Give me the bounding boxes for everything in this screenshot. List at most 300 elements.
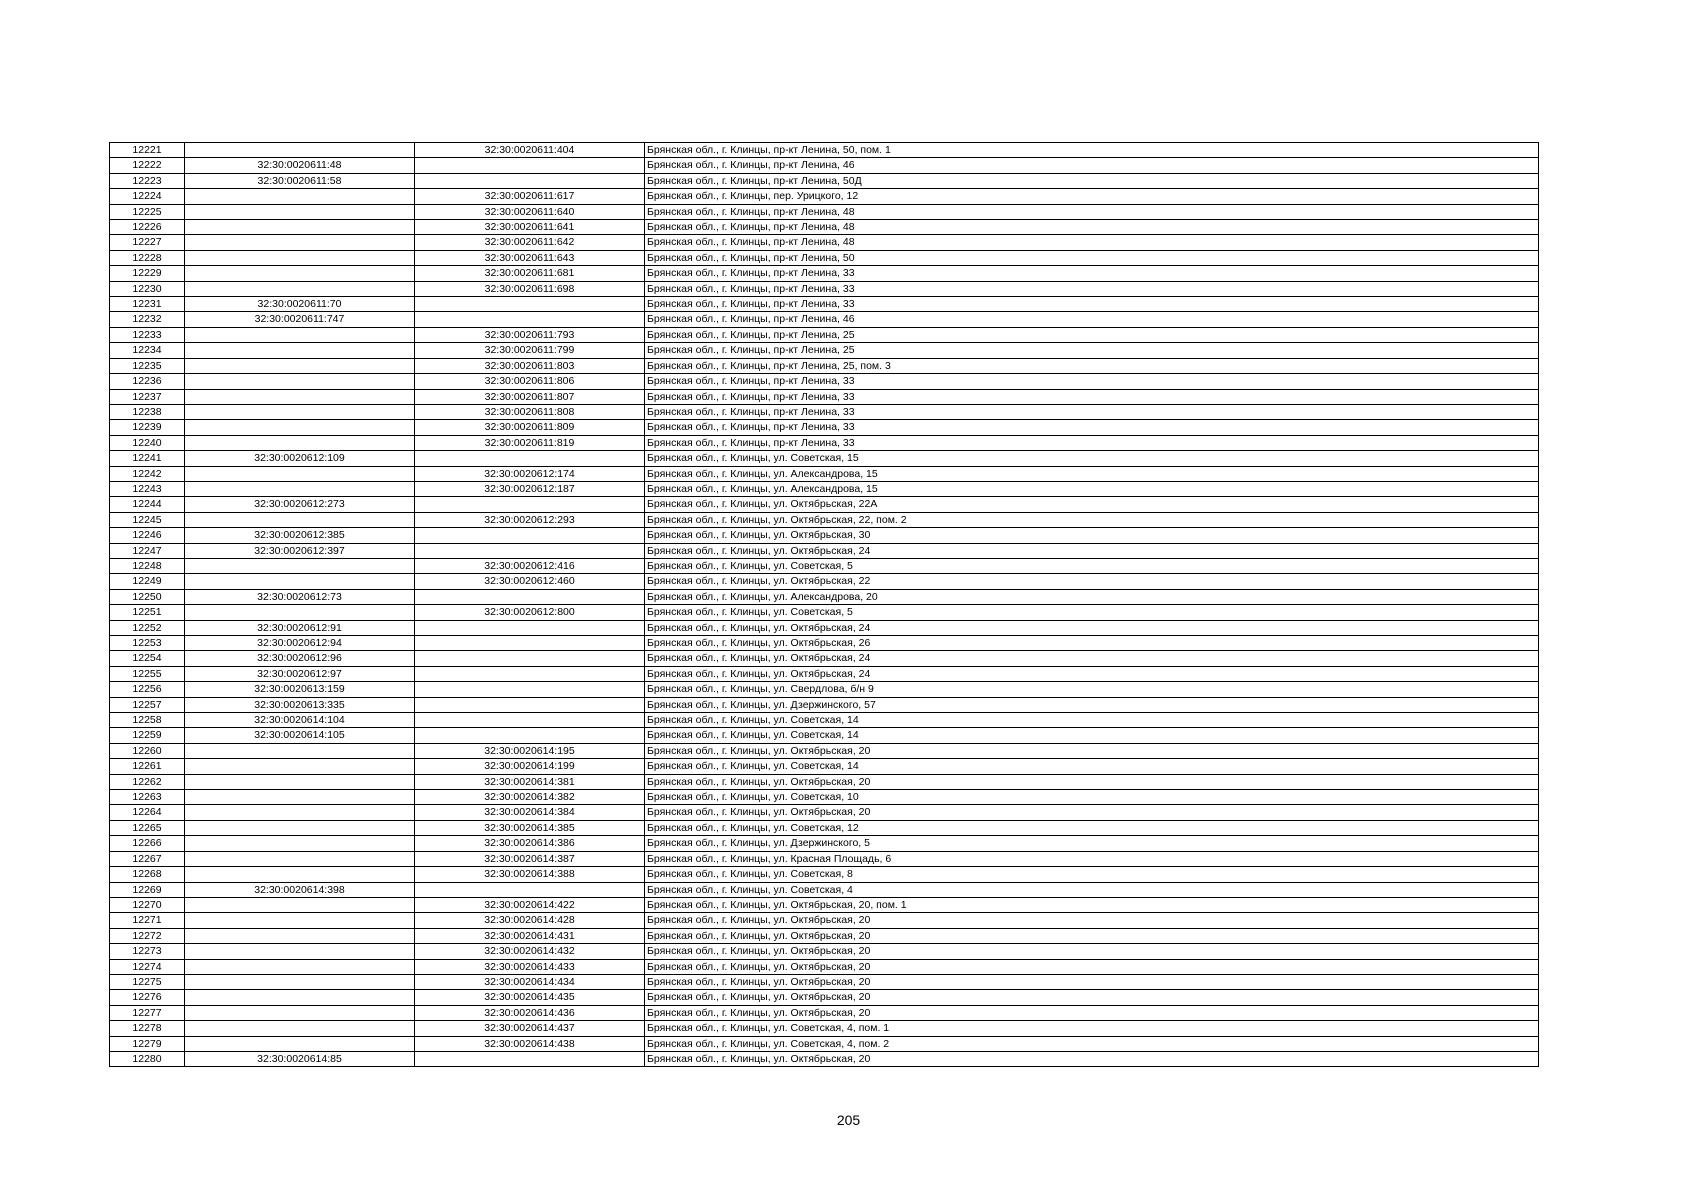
building-cadastral-number-cell: 32:30:0020611:640 bbox=[415, 204, 645, 219]
land-cadastral-number-cell: 32:30:0020612:397 bbox=[185, 543, 415, 558]
table-row bbox=[110, 851, 1539, 866]
row-number-cell: 12269 bbox=[110, 882, 185, 897]
row-number-cell: 12264 bbox=[110, 805, 185, 820]
building-cadastral-number-cell: 32:30:0020611:806 bbox=[415, 374, 645, 389]
land-cadastral-number-cell bbox=[185, 143, 415, 158]
address-cell: Брянская обл., г. Клинцы, ул. Советская, 14 bbox=[645, 728, 1539, 743]
land-cadastral-number-cell: 32:30:0020611:58 bbox=[185, 173, 415, 188]
registry-table-body bbox=[110, 143, 1539, 1067]
row-number-cell: 12229 bbox=[110, 266, 185, 281]
row-number-cell: 12265 bbox=[110, 820, 185, 835]
address-cell: Брянская обл., г. Клинцы, ул. Красная Площадь, 6 bbox=[645, 851, 1539, 866]
table-row bbox=[110, 528, 1539, 543]
row-number-cell: 12277 bbox=[110, 1005, 185, 1020]
table-row bbox=[110, 250, 1539, 265]
address-cell: Брянская обл., г. Клинцы, пр-кт Ленина, 48 bbox=[645, 204, 1539, 219]
row-number-cell: 12258 bbox=[110, 713, 185, 728]
row-number-cell: 12254 bbox=[110, 651, 185, 666]
land-cadastral-number-cell bbox=[185, 389, 415, 404]
address-cell: Брянская обл., г. Клинцы, ул. Октябрьская, 20 bbox=[645, 805, 1539, 820]
building-cadastral-number-cell bbox=[415, 682, 645, 697]
table-row bbox=[110, 389, 1539, 404]
table-row bbox=[110, 158, 1539, 173]
address-cell: Брянская обл., г. Клинцы, ул. Советская, 4, пом. 1 bbox=[645, 1021, 1539, 1036]
row-number-cell: 12231 bbox=[110, 297, 185, 312]
row-number-cell: 12242 bbox=[110, 466, 185, 481]
building-cadastral-number-cell: 32:30:0020614:422 bbox=[415, 897, 645, 912]
table-row bbox=[110, 558, 1539, 573]
address-cell: Брянская обл., г. Клинцы, ул. Александрова, 15 bbox=[645, 481, 1539, 496]
row-number-cell: 12224 bbox=[110, 189, 185, 204]
table-row bbox=[110, 204, 1539, 219]
row-number-cell: 12238 bbox=[110, 404, 185, 419]
address-cell: Брянская обл., г. Клинцы, ул. Октябрьская, 20 bbox=[645, 1051, 1539, 1066]
table-row bbox=[110, 451, 1539, 466]
building-cadastral-number-cell: 32:30:0020614:384 bbox=[415, 805, 645, 820]
address-cell: Брянская обл., г. Клинцы, ул. Октябрьская, 22А bbox=[645, 497, 1539, 512]
land-cadastral-number-cell: 32:30:0020611:747 bbox=[185, 312, 415, 327]
address-cell: Брянская обл., г. Клинцы, ул. Октябрьская, 26 bbox=[645, 636, 1539, 651]
land-cadastral-number-cell bbox=[185, 574, 415, 589]
address-cell: Брянская обл., г. Клинцы, ул. Дзержинского, 5 bbox=[645, 836, 1539, 851]
row-number-cell: 12251 bbox=[110, 605, 185, 620]
table-row bbox=[110, 574, 1539, 589]
table-row bbox=[110, 481, 1539, 496]
building-cadastral-number-cell bbox=[415, 297, 645, 312]
land-cadastral-number-cell: 32:30:0020612:94 bbox=[185, 636, 415, 651]
address-cell: Брянская обл., г. Клинцы, ул. Октябрьская, 24 bbox=[645, 666, 1539, 681]
row-number-cell: 12276 bbox=[110, 990, 185, 1005]
building-cadastral-number-cell: 32:30:0020611:819 bbox=[415, 435, 645, 450]
table-row bbox=[110, 266, 1539, 281]
address-cell: Брянская обл., г. Клинцы, ул. Октябрьская, 24 bbox=[645, 543, 1539, 558]
table-row bbox=[110, 281, 1539, 296]
land-cadastral-number-cell: 32:30:0020614:398 bbox=[185, 882, 415, 897]
row-number-cell: 12241 bbox=[110, 451, 185, 466]
address-cell: Брянская обл., г. Клинцы, ул. Октябрьская, 20 bbox=[645, 959, 1539, 974]
row-number-cell: 12230 bbox=[110, 281, 185, 296]
land-cadastral-number-cell bbox=[185, 990, 415, 1005]
land-cadastral-number-cell bbox=[185, 944, 415, 959]
row-number-cell: 12259 bbox=[110, 728, 185, 743]
row-number-cell: 12280 bbox=[110, 1051, 185, 1066]
building-cadastral-number-cell: 32:30:0020612:187 bbox=[415, 481, 645, 496]
land-cadastral-number-cell bbox=[185, 281, 415, 296]
table-row bbox=[110, 589, 1539, 604]
table-row bbox=[110, 728, 1539, 743]
land-cadastral-number-cell: 32:30:0020611:48 bbox=[185, 158, 415, 173]
row-number-cell: 12227 bbox=[110, 235, 185, 250]
address-cell: Брянская обл., г. Клинцы, пр-кт Ленина, 25, пом. 3 bbox=[645, 358, 1539, 373]
row-number-cell: 12248 bbox=[110, 558, 185, 573]
land-cadastral-number-cell bbox=[185, 512, 415, 527]
land-cadastral-number-cell bbox=[185, 358, 415, 373]
building-cadastral-number-cell bbox=[415, 312, 645, 327]
address-cell: Брянская обл., г. Клинцы, ул. Советская, 10 bbox=[645, 790, 1539, 805]
land-cadastral-number-cell bbox=[185, 743, 415, 758]
address-cell: Брянская обл., г. Клинцы, ул. Советская, 4, пом. 2 bbox=[645, 1036, 1539, 1051]
land-cadastral-number-cell bbox=[185, 1005, 415, 1020]
land-cadastral-number-cell bbox=[185, 404, 415, 419]
building-cadastral-number-cell: 32:30:0020614:195 bbox=[415, 743, 645, 758]
table-row bbox=[110, 1036, 1539, 1051]
row-number-cell: 12272 bbox=[110, 928, 185, 943]
row-number-cell: 12246 bbox=[110, 528, 185, 543]
row-number-cell: 12225 bbox=[110, 204, 185, 219]
table-row bbox=[110, 543, 1539, 558]
building-cadastral-number-cell: 32:30:0020614:385 bbox=[415, 820, 645, 835]
land-cadastral-number-cell: 32:30:0020612:97 bbox=[185, 666, 415, 681]
address-cell: Брянская обл., г. Клинцы, ул. Октябрьская, 20 bbox=[645, 928, 1539, 943]
row-number-cell: 12257 bbox=[110, 697, 185, 712]
land-cadastral-number-cell bbox=[185, 867, 415, 882]
row-number-cell: 12235 bbox=[110, 358, 185, 373]
address-cell: Брянская обл., г. Клинцы, пр-кт Ленина, 33 bbox=[645, 404, 1539, 419]
row-number-cell: 12222 bbox=[110, 158, 185, 173]
land-cadastral-number-cell: 32:30:0020614:104 bbox=[185, 713, 415, 728]
row-number-cell: 12223 bbox=[110, 173, 185, 188]
building-cadastral-number-cell: 32:30:0020611:643 bbox=[415, 250, 645, 265]
address-cell: Брянская обл., г. Клинцы, ул. Октябрьская, 30 bbox=[645, 528, 1539, 543]
land-cadastral-number-cell: 32:30:0020613:335 bbox=[185, 697, 415, 712]
table-row bbox=[110, 913, 1539, 928]
address-cell: Брянская обл., г. Клинцы, пр-кт Ленина, 50, пом. 1 bbox=[645, 143, 1539, 158]
row-number-cell: 12255 bbox=[110, 666, 185, 681]
land-cadastral-number-cell bbox=[185, 851, 415, 866]
land-cadastral-number-cell: 32:30:0020613:159 bbox=[185, 682, 415, 697]
building-cadastral-number-cell: 32:30:0020611:809 bbox=[415, 420, 645, 435]
row-number-cell: 12245 bbox=[110, 512, 185, 527]
building-cadastral-number-cell: 32:30:0020614:387 bbox=[415, 851, 645, 866]
table-row bbox=[110, 1051, 1539, 1066]
land-cadastral-number-cell bbox=[185, 820, 415, 835]
building-cadastral-number-cell bbox=[415, 697, 645, 712]
land-cadastral-number-cell: 32:30:0020614:105 bbox=[185, 728, 415, 743]
building-cadastral-number-cell bbox=[415, 1051, 645, 1066]
address-cell: Брянская обл., г. Клинцы, ул. Октябрьская, 20 bbox=[645, 974, 1539, 989]
building-cadastral-number-cell bbox=[415, 666, 645, 681]
address-cell: Брянская обл., г. Клинцы, пр-кт Ленина, 46 bbox=[645, 312, 1539, 327]
address-cell: Брянская обл., г. Клинцы, ул. Александрова, 15 bbox=[645, 466, 1539, 481]
row-number-cell: 12271 bbox=[110, 913, 185, 928]
land-cadastral-number-cell bbox=[185, 204, 415, 219]
table-row bbox=[110, 512, 1539, 527]
table-row bbox=[110, 867, 1539, 882]
row-number-cell: 12247 bbox=[110, 543, 185, 558]
building-cadastral-number-cell: 32:30:0020614:438 bbox=[415, 1036, 645, 1051]
table-row bbox=[110, 173, 1539, 188]
table-row bbox=[110, 343, 1539, 358]
row-number-cell: 12252 bbox=[110, 620, 185, 635]
table-row bbox=[110, 374, 1539, 389]
address-cell: Брянская обл., г. Клинцы, пр-кт Ленина, 33 bbox=[645, 420, 1539, 435]
row-number-cell: 12260 bbox=[110, 743, 185, 758]
row-number-cell: 12262 bbox=[110, 774, 185, 789]
address-cell: Брянская обл., г. Клинцы, ул. Октябрьская, 20 bbox=[645, 990, 1539, 1005]
building-cadastral-number-cell: 32:30:0020614:433 bbox=[415, 959, 645, 974]
table-row bbox=[110, 959, 1539, 974]
table-row bbox=[110, 312, 1539, 327]
table-row bbox=[110, 974, 1539, 989]
building-cadastral-number-cell: 32:30:0020612:293 bbox=[415, 512, 645, 527]
row-number-cell: 12233 bbox=[110, 327, 185, 342]
address-cell: Брянская обл., г. Клинцы, пр-кт Ленина, 48 bbox=[645, 220, 1539, 235]
address-cell: Брянская обл., г. Клинцы, ул. Советская, 8 bbox=[645, 867, 1539, 882]
building-cadastral-number-cell bbox=[415, 528, 645, 543]
row-number-cell: 12234 bbox=[110, 343, 185, 358]
land-cadastral-number-cell bbox=[185, 374, 415, 389]
land-cadastral-number-cell bbox=[185, 836, 415, 851]
row-number-cell: 12263 bbox=[110, 790, 185, 805]
table-row bbox=[110, 743, 1539, 758]
row-number-cell: 12253 bbox=[110, 636, 185, 651]
land-cadastral-number-cell: 32:30:0020611:70 bbox=[185, 297, 415, 312]
building-cadastral-number-cell: 32:30:0020614:431 bbox=[415, 928, 645, 943]
land-cadastral-number-cell bbox=[185, 959, 415, 974]
address-cell: Брянская обл., г. Клинцы, ул. Октябрьская, 20 bbox=[645, 1005, 1539, 1020]
land-cadastral-number-cell bbox=[185, 250, 415, 265]
table-row bbox=[110, 666, 1539, 681]
land-cadastral-number-cell bbox=[185, 913, 415, 928]
building-cadastral-number-cell: 32:30:0020614:437 bbox=[415, 1021, 645, 1036]
building-cadastral-number-cell: 32:30:0020614:435 bbox=[415, 990, 645, 1005]
table-row bbox=[110, 897, 1539, 912]
table-row bbox=[110, 882, 1539, 897]
table-row bbox=[110, 605, 1539, 620]
page-number: 205 bbox=[836, 1112, 861, 1128]
table-row bbox=[110, 790, 1539, 805]
address-cell: Брянская обл., г. Клинцы, пр-кт Ленина, 50Д bbox=[645, 173, 1539, 188]
address-cell: Брянская обл., г. Клинцы, ул. Октябрьская, 20 bbox=[645, 944, 1539, 959]
row-number-cell: 12267 bbox=[110, 851, 185, 866]
building-cadastral-number-cell: 32:30:0020614:199 bbox=[415, 759, 645, 774]
land-cadastral-number-cell bbox=[185, 774, 415, 789]
address-cell: Брянская обл., г. Клинцы, ул. Октябрьская, 20 bbox=[645, 774, 1539, 789]
row-number-cell: 12279 bbox=[110, 1036, 185, 1051]
building-cadastral-number-cell bbox=[415, 882, 645, 897]
row-number-cell: 12249 bbox=[110, 574, 185, 589]
address-cell: Брянская обл., г. Клинцы, ул. Октябрьская, 24 bbox=[645, 651, 1539, 666]
building-cadastral-number-cell bbox=[415, 589, 645, 604]
land-cadastral-number-cell bbox=[185, 235, 415, 250]
land-cadastral-number-cell bbox=[185, 805, 415, 820]
building-cadastral-number-cell bbox=[415, 728, 645, 743]
address-cell: Брянская обл., г. Клинцы, ул. Советская, 5 bbox=[645, 558, 1539, 573]
address-cell: Брянская обл., г. Клинцы, ул. Октябрьская, 22 bbox=[645, 574, 1539, 589]
table-row bbox=[110, 497, 1539, 512]
land-cadastral-number-cell bbox=[185, 220, 415, 235]
address-cell: Брянская обл., г. Клинцы, пр-кт Ленина, 33 bbox=[645, 435, 1539, 450]
table-row bbox=[110, 220, 1539, 235]
table-row bbox=[110, 420, 1539, 435]
building-cadastral-number-cell bbox=[415, 543, 645, 558]
row-number-cell: 12274 bbox=[110, 959, 185, 974]
building-cadastral-number-cell: 32:30:0020611:698 bbox=[415, 281, 645, 296]
land-cadastral-number-cell bbox=[185, 466, 415, 481]
building-cadastral-number-cell: 32:30:0020611:799 bbox=[415, 343, 645, 358]
row-number-cell: 12232 bbox=[110, 312, 185, 327]
address-cell: Брянская обл., г. Клинцы, ул. Советская, 15 bbox=[645, 451, 1539, 466]
table-row bbox=[110, 636, 1539, 651]
table-row bbox=[110, 404, 1539, 419]
address-cell: Брянская обл., г. Клинцы, ул. Октябрьская, 24 bbox=[645, 620, 1539, 635]
address-cell: Брянская обл., г. Клинцы, ул. Советская, 14 bbox=[645, 759, 1539, 774]
row-number-cell: 12237 bbox=[110, 389, 185, 404]
address-cell: Брянская обл., г. Клинцы, пр-кт Ленина, 33 bbox=[645, 266, 1539, 281]
table-row bbox=[110, 759, 1539, 774]
table-row bbox=[110, 774, 1539, 789]
building-cadastral-number-cell: 32:30:0020611:808 bbox=[415, 404, 645, 419]
row-number-cell: 12243 bbox=[110, 481, 185, 496]
land-cadastral-number-cell: 32:30:0020614:85 bbox=[185, 1051, 415, 1066]
land-cadastral-number-cell bbox=[185, 481, 415, 496]
table-row bbox=[110, 620, 1539, 635]
row-number-cell: 12250 bbox=[110, 589, 185, 604]
row-number-cell: 12270 bbox=[110, 897, 185, 912]
table-row bbox=[110, 327, 1539, 342]
address-cell: Брянская обл., г. Клинцы, ул. Советская, 5 bbox=[645, 605, 1539, 620]
building-cadastral-number-cell: 32:30:0020614:432 bbox=[415, 944, 645, 959]
building-cadastral-number-cell: 32:30:0020614:428 bbox=[415, 913, 645, 928]
address-cell: Брянская обл., г. Клинцы, ул. Октябрьская, 22, пом. 2 bbox=[645, 512, 1539, 527]
building-cadastral-number-cell bbox=[415, 158, 645, 173]
row-number-cell: 12266 bbox=[110, 836, 185, 851]
row-number-cell: 12221 bbox=[110, 143, 185, 158]
building-cadastral-number-cell: 32:30:0020614:388 bbox=[415, 867, 645, 882]
table-row bbox=[110, 651, 1539, 666]
table-row bbox=[110, 820, 1539, 835]
land-cadastral-number-cell bbox=[185, 189, 415, 204]
address-cell: Брянская обл., г. Клинцы, ул. Советская, 14 bbox=[645, 713, 1539, 728]
row-number-cell: 12239 bbox=[110, 420, 185, 435]
building-cadastral-number-cell: 32:30:0020612:174 bbox=[415, 466, 645, 481]
address-cell: Брянская обл., г. Клинцы, пр-кт Ленина, 46 bbox=[645, 158, 1539, 173]
table-row bbox=[110, 466, 1539, 481]
address-cell: Брянская обл., г. Клинцы, пр-кт Ленина, 48 bbox=[645, 235, 1539, 250]
building-cadastral-number-cell: 32:30:0020611:803 bbox=[415, 358, 645, 373]
address-cell: Брянская обл., г. Клинцы, пр-кт Ленина, 25 bbox=[645, 343, 1539, 358]
table-row bbox=[110, 235, 1539, 250]
land-cadastral-number-cell bbox=[185, 420, 415, 435]
registry-table bbox=[109, 142, 1539, 1067]
building-cadastral-number-cell: 32:30:0020614:434 bbox=[415, 974, 645, 989]
row-number-cell: 12226 bbox=[110, 220, 185, 235]
address-cell: Брянская обл., г. Клинцы, пр-кт Ленина, 50 bbox=[645, 250, 1539, 265]
address-cell: Брянская обл., г. Клинцы, ул. Октябрьская, 20 bbox=[645, 743, 1539, 758]
building-cadastral-number-cell bbox=[415, 620, 645, 635]
land-cadastral-number-cell bbox=[185, 266, 415, 281]
land-cadastral-number-cell bbox=[185, 1021, 415, 1036]
address-cell: Брянская обл., г. Клинцы, пр-кт Ленина, 33 bbox=[645, 389, 1539, 404]
table-row bbox=[110, 189, 1539, 204]
table-row bbox=[110, 990, 1539, 1005]
land-cadastral-number-cell bbox=[185, 327, 415, 342]
row-number-cell: 12268 bbox=[110, 867, 185, 882]
address-cell: Брянская обл., г. Клинцы, пр-кт Ленина, 33 bbox=[645, 374, 1539, 389]
row-number-cell: 12256 bbox=[110, 682, 185, 697]
building-cadastral-number-cell: 32:30:0020611:642 bbox=[415, 235, 645, 250]
address-cell: Брянская обл., г. Клинцы, ул. Дзержинского, 57 bbox=[645, 697, 1539, 712]
row-number-cell: 12275 bbox=[110, 974, 185, 989]
building-cadastral-number-cell: 32:30:0020611:617 bbox=[415, 189, 645, 204]
table-row bbox=[110, 713, 1539, 728]
building-cadastral-number-cell: 32:30:0020612:800 bbox=[415, 605, 645, 620]
row-number-cell: 12240 bbox=[110, 435, 185, 450]
building-cadastral-number-cell: 32:30:0020611:681 bbox=[415, 266, 645, 281]
row-number-cell: 12278 bbox=[110, 1021, 185, 1036]
land-cadastral-number-cell bbox=[185, 897, 415, 912]
land-cadastral-number-cell bbox=[185, 974, 415, 989]
address-cell: Брянская обл., г. Клинцы, ул. Свердлова, б/н 9 bbox=[645, 682, 1539, 697]
land-cadastral-number-cell: 32:30:0020612:91 bbox=[185, 620, 415, 635]
building-cadastral-number-cell: 32:30:0020614:382 bbox=[415, 790, 645, 805]
table-row bbox=[110, 1021, 1539, 1036]
row-number-cell: 12273 bbox=[110, 944, 185, 959]
table-row bbox=[110, 944, 1539, 959]
table-row bbox=[110, 435, 1539, 450]
address-cell: Брянская обл., г. Клинцы, пр-кт Ленина, 25 bbox=[645, 327, 1539, 342]
table-row bbox=[110, 297, 1539, 312]
address-cell: Брянская обл., г. Клинцы, ул. Советская, 12 bbox=[645, 820, 1539, 835]
table-row bbox=[110, 358, 1539, 373]
land-cadastral-number-cell: 32:30:0020612:96 bbox=[185, 651, 415, 666]
land-cadastral-number-cell bbox=[185, 1036, 415, 1051]
building-cadastral-number-cell: 32:30:0020614:436 bbox=[415, 1005, 645, 1020]
row-number-cell: 12236 bbox=[110, 374, 185, 389]
address-cell: Брянская обл., г. Клинцы, пр-кт Ленина, 33 bbox=[645, 281, 1539, 296]
address-cell: Брянская обл., г. Клинцы, ул. Советская, 4 bbox=[645, 882, 1539, 897]
building-cadastral-number-cell: 32:30:0020611:641 bbox=[415, 220, 645, 235]
building-cadastral-number-cell: 32:30:0020612:460 bbox=[415, 574, 645, 589]
building-cadastral-number-cell: 32:30:0020611:404 bbox=[415, 143, 645, 158]
building-cadastral-number-cell bbox=[415, 636, 645, 651]
table-row bbox=[110, 697, 1539, 712]
land-cadastral-number-cell bbox=[185, 790, 415, 805]
building-cadastral-number-cell: 32:30:0020614:386 bbox=[415, 836, 645, 851]
address-cell: Брянская обл., г. Клинцы, ул. Октябрьская, 20, пом. 1 bbox=[645, 897, 1539, 912]
building-cadastral-number-cell: 32:30:0020611:807 bbox=[415, 389, 645, 404]
table-row bbox=[110, 805, 1539, 820]
table-row bbox=[110, 682, 1539, 697]
building-cadastral-number-cell bbox=[415, 497, 645, 512]
building-cadastral-number-cell bbox=[415, 713, 645, 728]
land-cadastral-number-cell bbox=[185, 928, 415, 943]
land-cadastral-number-cell bbox=[185, 605, 415, 620]
address-cell: Брянская обл., г. Клинцы, пер. Урицкого, 12 bbox=[645, 189, 1539, 204]
table-row bbox=[110, 1005, 1539, 1020]
row-number-cell: 12228 bbox=[110, 250, 185, 265]
building-cadastral-number-cell: 32:30:0020612:416 bbox=[415, 558, 645, 573]
table-row bbox=[110, 143, 1539, 158]
land-cadastral-number-cell: 32:30:0020612:73 bbox=[185, 589, 415, 604]
building-cadastral-number-cell: 32:30:0020611:793 bbox=[415, 327, 645, 342]
row-number-cell: 12261 bbox=[110, 759, 185, 774]
land-cadastral-number-cell bbox=[185, 558, 415, 573]
building-cadastral-number-cell bbox=[415, 173, 645, 188]
table-row bbox=[110, 928, 1539, 943]
address-cell: Брянская обл., г. Клинцы, ул. Александрова, 20 bbox=[645, 589, 1539, 604]
land-cadastral-number-cell: 32:30:0020612:273 bbox=[185, 497, 415, 512]
building-cadastral-number-cell bbox=[415, 651, 645, 666]
address-cell: Брянская обл., г. Клинцы, ул. Октябрьская, 20 bbox=[645, 913, 1539, 928]
land-cadastral-number-cell bbox=[185, 435, 415, 450]
table-row bbox=[110, 836, 1539, 851]
building-cadastral-number-cell bbox=[415, 451, 645, 466]
land-cadastral-number-cell: 32:30:0020612:109 bbox=[185, 451, 415, 466]
land-cadastral-number-cell bbox=[185, 759, 415, 774]
address-cell: Брянская обл., г. Клинцы, пр-кт Ленина, 33 bbox=[645, 297, 1539, 312]
land-cadastral-number-cell: 32:30:0020612:385 bbox=[185, 528, 415, 543]
